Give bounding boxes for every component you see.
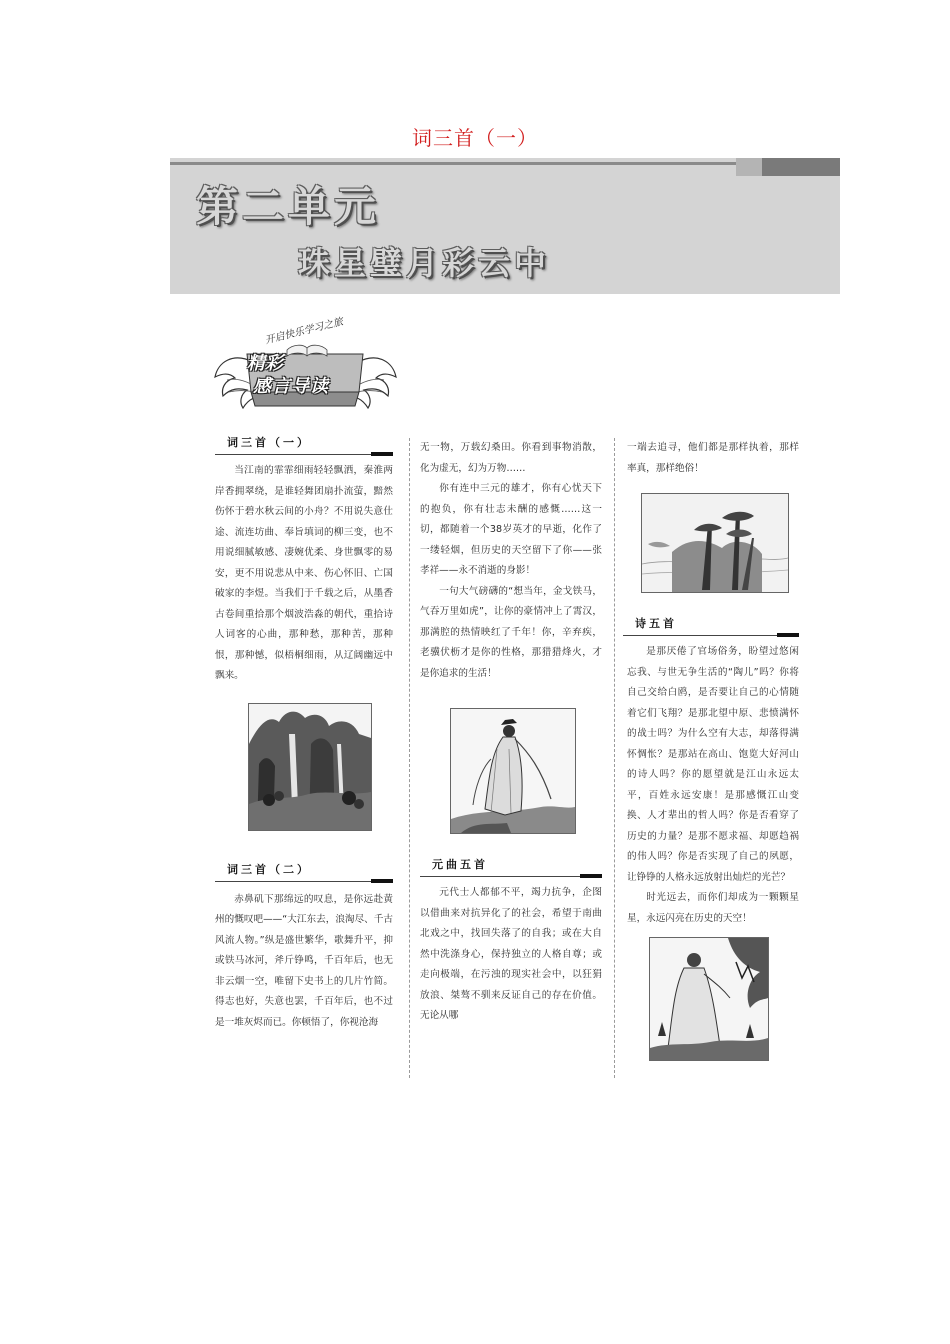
- logo-main-text: 精彩: [247, 353, 283, 374]
- logo-slogan: 开启快乐学习之旅: [263, 316, 345, 347]
- banner-corner-tab-dark: [762, 158, 840, 176]
- continued-paragraph: 无一物，万载幻桑田。你看到事物消散，化为虚无，幻为万物……: [420, 442, 602, 474]
- body-paragraph: 你有连中三元的雄才，你有心忧天下的抱负，你有壮志未酬的感慨……这一切，都随着一个38岁英才的早逝，化作了一缕轻烟，但历史的天空留下了你——张孝祥——永不消逝的身影！: [420, 483, 602, 576]
- section-heading: 词三首（一）: [215, 430, 393, 455]
- section-paragraph: 赤鼻矶下那绵远的叹息，是你远赴黄州的慨叹吧——“大江东去，浪淘尽、千古风流人物。”纵是盛世繁华，歌舞升平，抑或铁马冰河，斧斤铮鸣，千百年后，也无非云烟一空，唯留下史书上的几片竹简。得志也好，失意也罢，千百年后，也不过是一堆灰烬而已。你顿悟了，你视沧海: [215, 893, 393, 1028]
- column-left: [215, 430, 393, 1033]
- section-heading: 词三首（二）: [215, 857, 393, 882]
- document-title: 词三首（一）: [412, 126, 538, 150]
- waterfall-landscape-image: [248, 703, 372, 831]
- section-paragraph: 元代士人都郁不平，竭力抗争，企图以借曲来对抗异化了的社会，希望于南曲北戏之中，找回失落了的自我；或在大自然中洗涤身心，保持独立的人格自尊；或走向极端，在污浊的现实社会中，以狂狷放浪、桀骜不驯来反证自己的存在价值。无论从哪: [420, 887, 602, 1021]
- unit-title: 第二单元: [196, 182, 381, 231]
- unit-banner: [170, 158, 840, 294]
- column-divider: [614, 438, 615, 1078]
- unit-theme: 珠星璧月彩云中: [298, 244, 551, 282]
- section-paragraph: 是那厌倦了官场俗务，盼望过悠闲忘我、与世无争生活的“陶儿”吗？你将自己交给白鸥，是否要让自己的心情随着它们飞翔？是那北望中原、悲愤满怀的战士吗？为什么空有大志，却落得满怀惆怅？是那站在高山、饱览大好河山的诗人吗？你的愿望就是江山永远太平，百姓永远安康！是那感慨江山变换、人才辈出的哲人吗？你是否看穿了历史的力量？是那不愿求福、却愿趋祸的伟人吗？你是否实现了自己的夙愿，让铮铮的人格永远放射出灿烂的光芒？: [627, 646, 799, 883]
- section-paragraph: 当江南的霏霏细雨轻轻飘洒，秦淮两岸香拥翠绕，是谁轻舞团扇扑流萤，黯然伤怀于碧水秋云间的小舟？不用说失意仕途、流连坊曲、奉旨填词的柳三变，也不用说细腻敏感、凄婉优柔、身世飘零的易安，更不用说悲从中来、伤心怀旧、亡国破家的李煜。当我们于千载之后，从墨香古卷间重拾那个烟波浩淼的朝代，重拾诗人词客的心曲，那种愁，那种苦，那种恨，那种憾，似梧桐细雨，从辽阔幽远中飘来。: [215, 465, 393, 681]
- sage-figure-image: [649, 937, 769, 1061]
- column-right: [627, 438, 799, 1061]
- pine-river-landscape-image: [641, 493, 789, 593]
- section-heading: 元曲五首: [420, 852, 602, 877]
- column-middle: [420, 438, 602, 1027]
- reading-guide-logo: [213, 316, 398, 414]
- body-paragraph: 一句大气磅礴的“想当年，金戈铁马，气吞万里如虎”，让你的豪情冲上了霄汉，那满腔的热情映红了千年！你，辛弃疾，老骥伏枥才是你的性格，那猎猎烽火，才是你追求的生活！: [420, 585, 602, 679]
- banner-corner-tab-light: [736, 158, 762, 176]
- continued-paragraph: 一端去追寻，他们都是那样执着，那样率真，那样绝俗！: [627, 442, 799, 474]
- banner-rule: [170, 162, 736, 165]
- section-heading: 诗五首: [623, 611, 799, 636]
- section-paragraph: 时光远去，而你们却成为一颗颗星星，永远闪亮在历史的天空！: [627, 892, 799, 924]
- logo-sub-text: 感言导读: [253, 376, 329, 397]
- poet-figure-image: [450, 708, 576, 834]
- column-divider: [409, 438, 410, 1078]
